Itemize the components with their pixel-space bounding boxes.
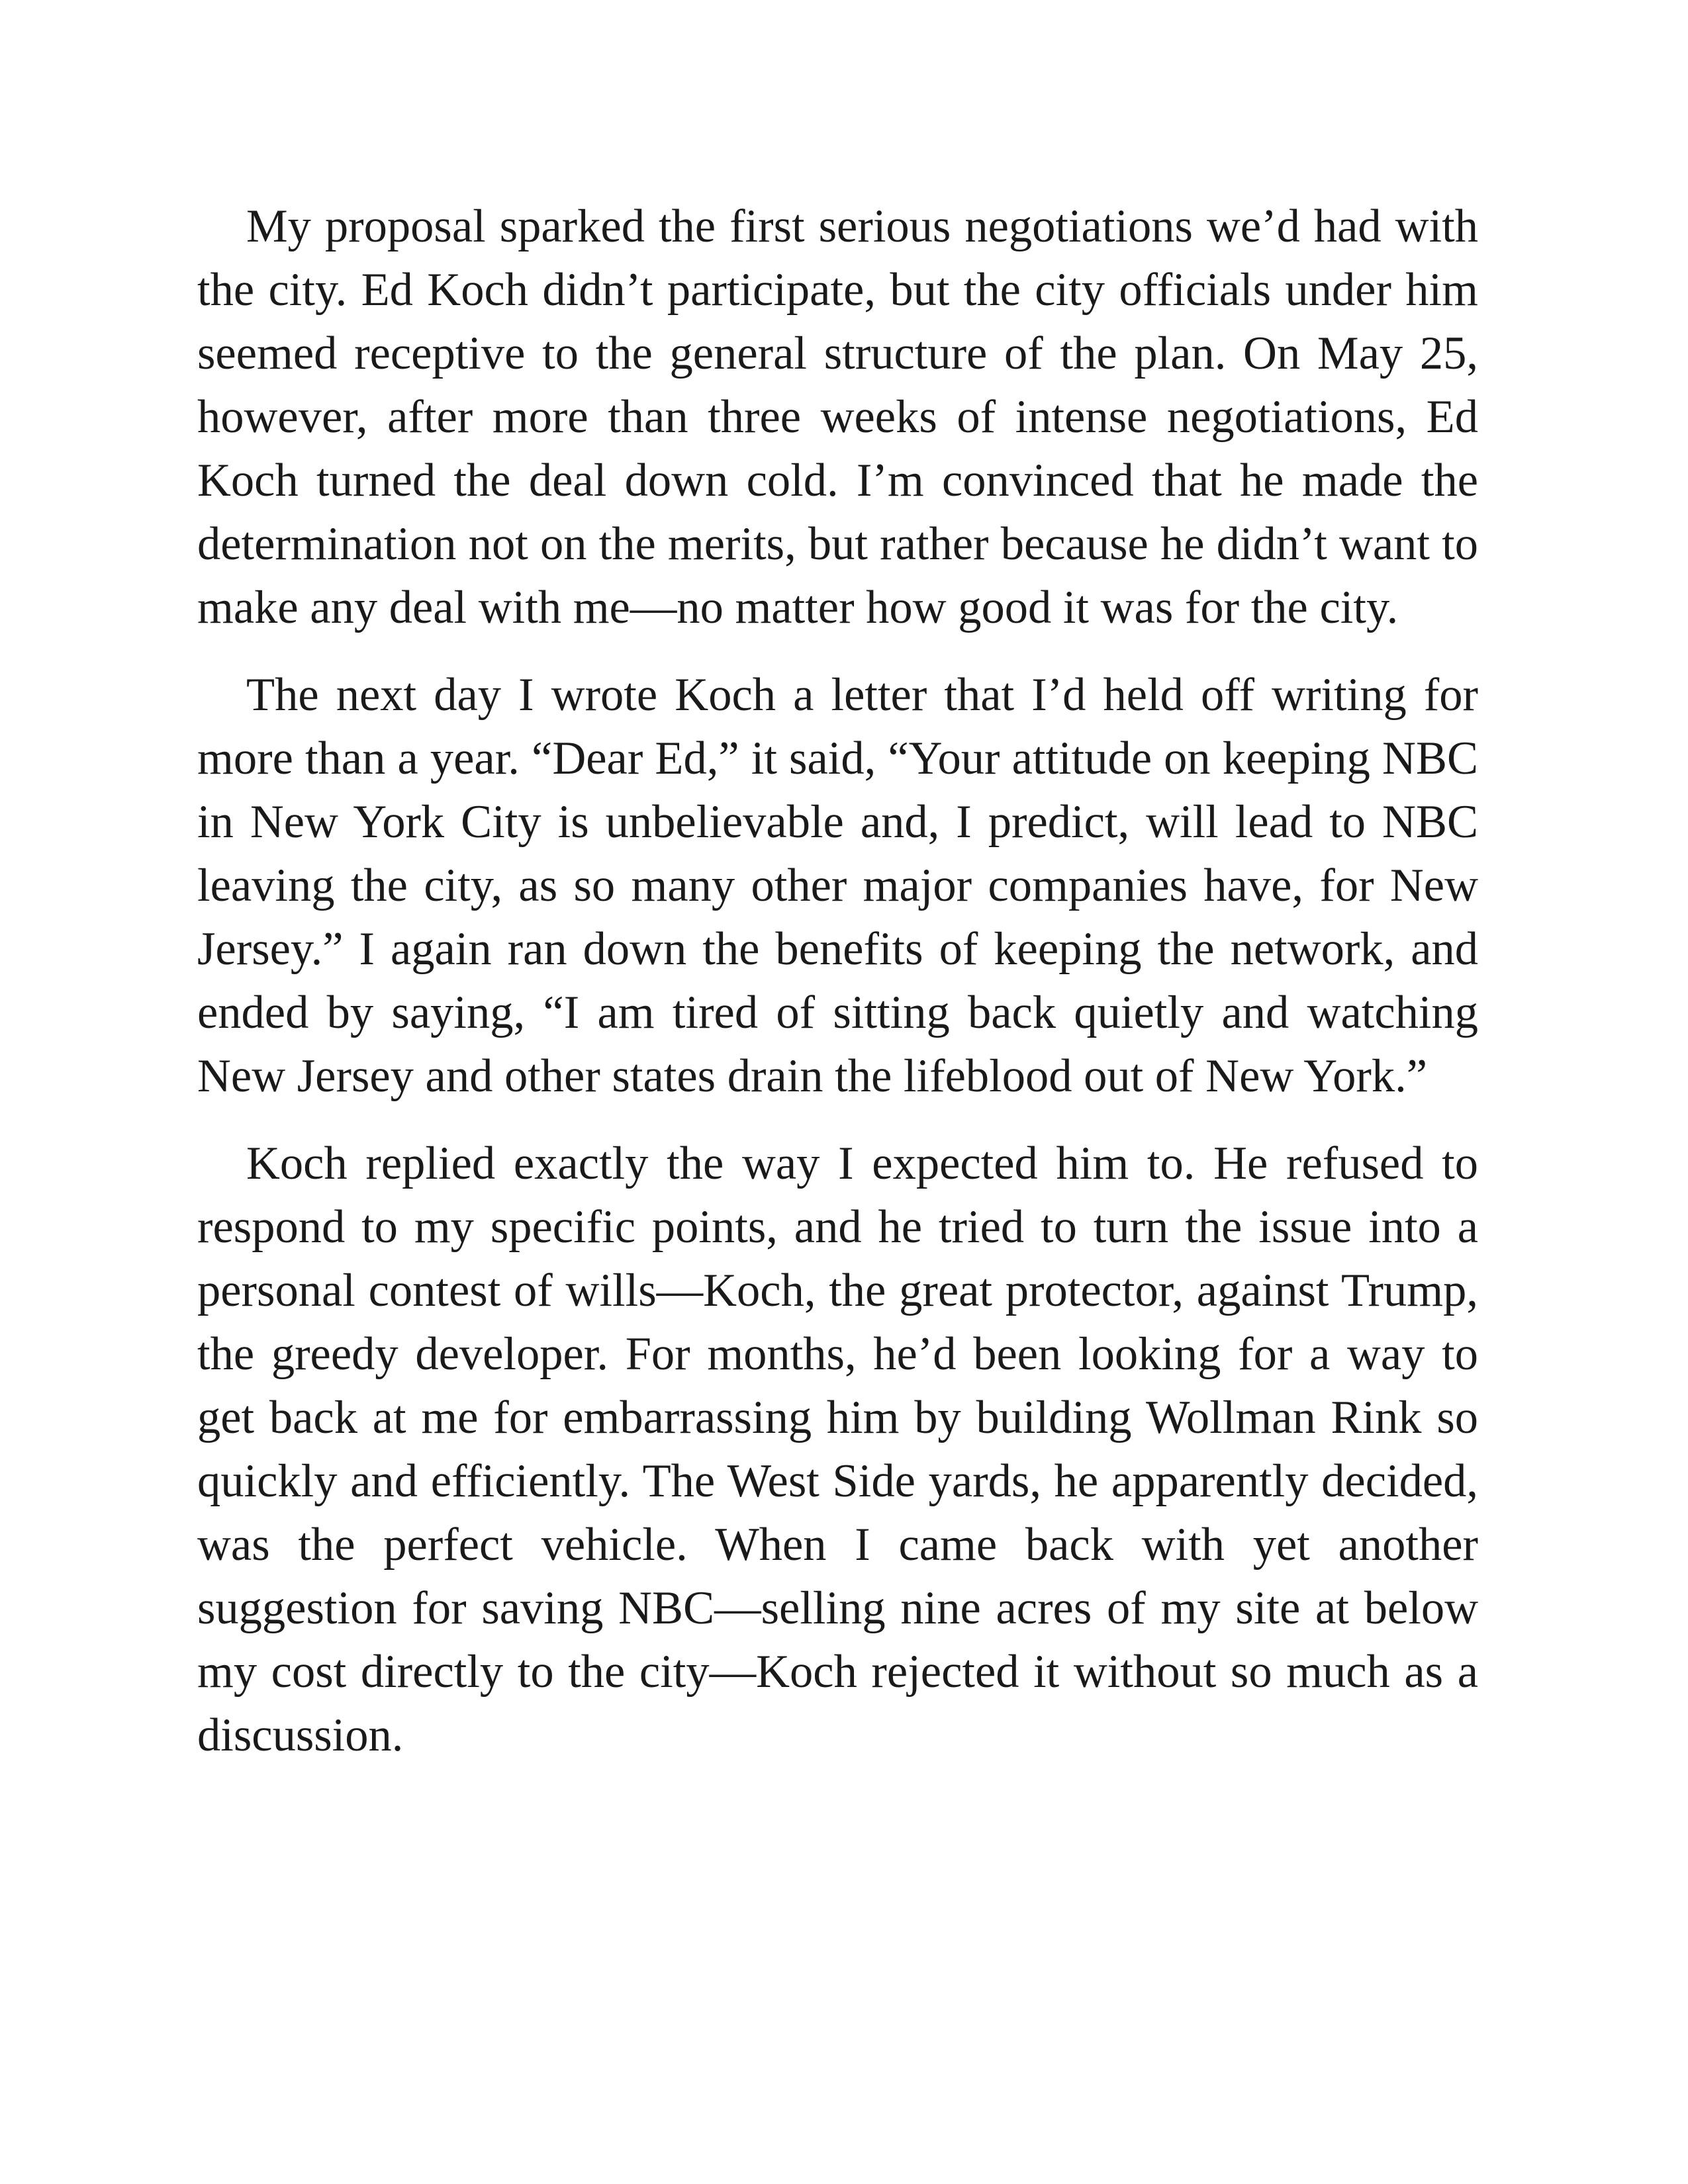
paragraph-1: My proposal sparked the first serious negotiations we’d had with the city. Ed Koch didn’t participate, but the city officials under him seemed receptive to the general structure of the plan. On May 25, however, after more than three weeks of intense negotiations, Ed Koch turned the deal down cold. I’m convinced that he made the determination not on the merits, but rather because he didn’t want to make any deal with me—no matter how good it was for the city. xyxy=(197,201,1478,633)
body-text xyxy=(197,195,1478,1791)
paragraph-3: Koch replied exactly the way I expected him to. He refused to respond to my specific points, and he tried to turn the issue into a personal contest of wills—Koch, the great protector, against Trump, the greedy developer. For months, he’d been looking for a way to get back at me for embarrassing him by building Wollman Rink so quickly and efficiently. The West Side yards, he apparently decided, was the perfect vehicle. When I came back with yet another suggestion for saving NBC—selling nine acres of my site at below my cost directly to the city—Koch rejected it without so much as a discussion. xyxy=(197,1138,1478,1761)
paragraph-2: The next day I wrote Koch a letter that I’d held off writing for more than a year. “Dear Ed,” it said, “Your attitude on keeping NBC in New York City is unbelievable and, I predict, will lead to NBC leaving the city, as so many other major companies have, for New Jersey.” I again ran down the benefits of keeping the network, and ended by saying, “I am tired of sitting back quietly and watching New Jersey and other states drain the lifeblood out of New York.” xyxy=(197,669,1478,1102)
